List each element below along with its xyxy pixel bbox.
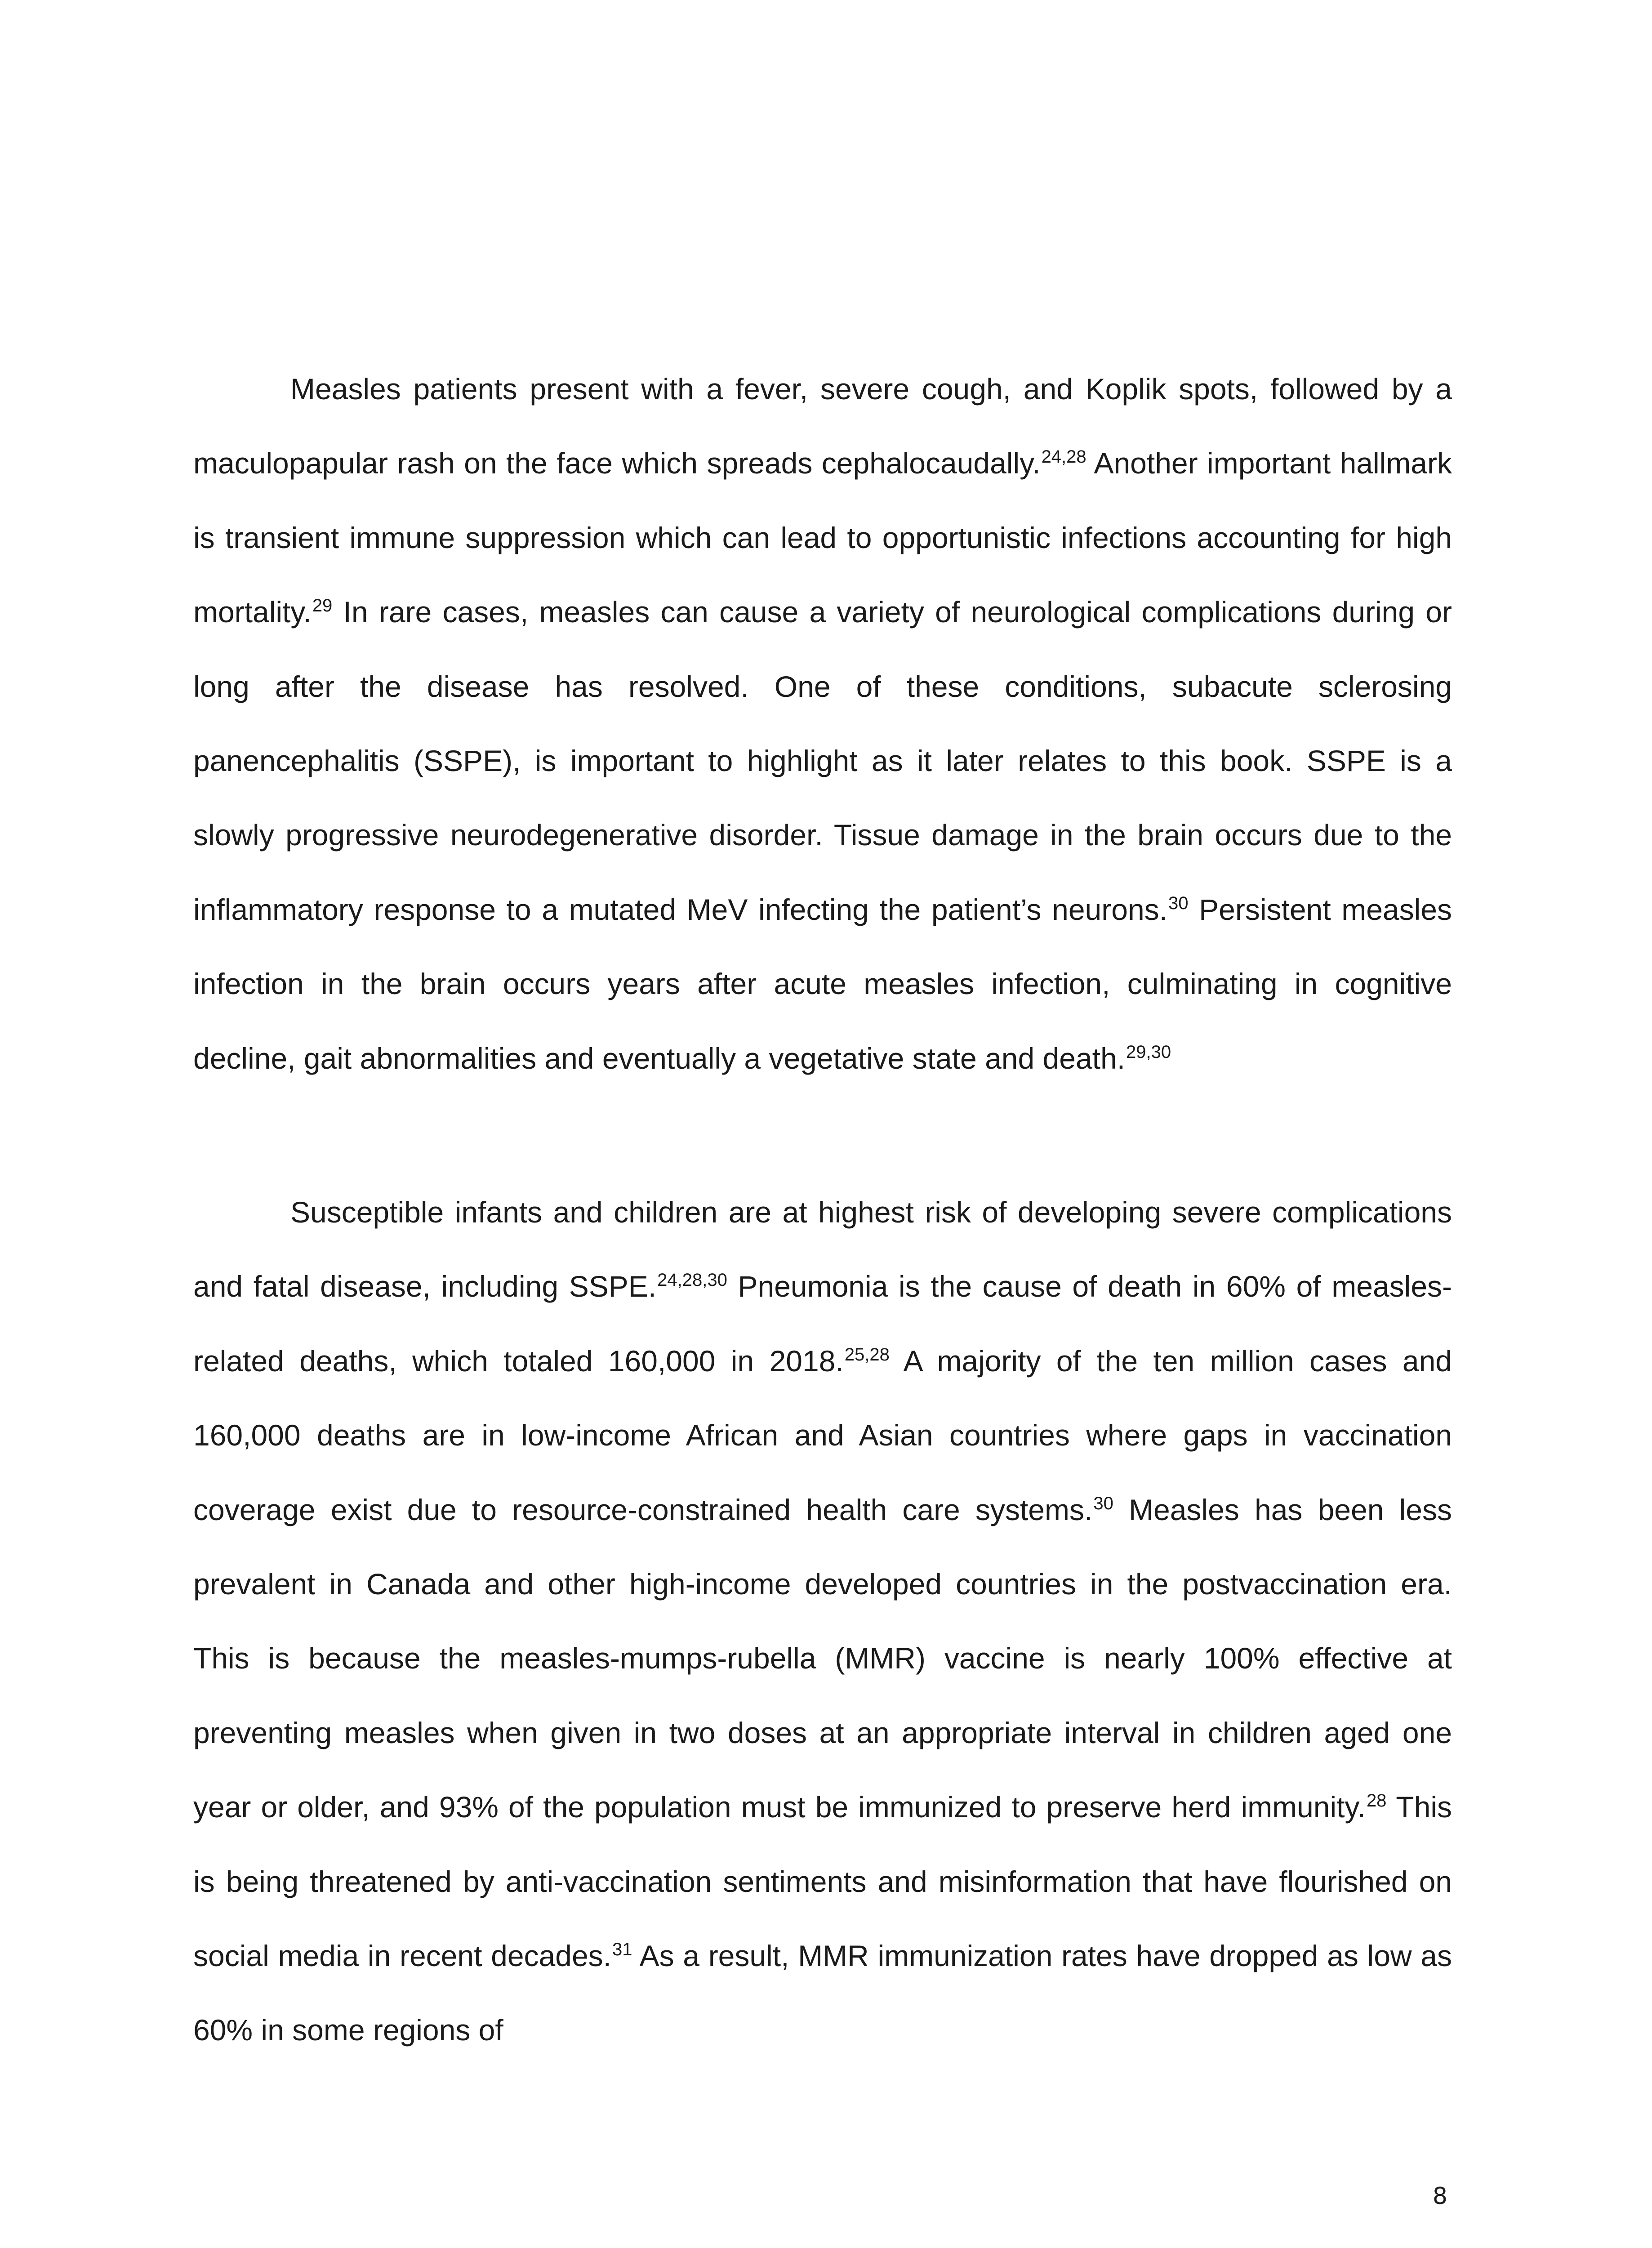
paragraph-2 xyxy=(193,1175,1452,2068)
citation-superscript: 30 xyxy=(1168,893,1189,913)
page-number: 8 xyxy=(1432,2183,1447,2210)
citation-superscript: 28 xyxy=(1366,1791,1387,1811)
citation-superscript: 30 xyxy=(1093,1493,1113,1513)
paragraph-1 xyxy=(193,352,1452,1096)
sentence-segment: Susceptible infants and children are at highest risk of developing severe complications and fatal disease, including SSPE. xyxy=(193,1195,1452,1303)
citation-superscript: 25,28 xyxy=(844,1344,890,1365)
sentence-segment: Measles has been less prevalent in Canada and other high-income developed countries in the postvaccination era. This is because the measles-mumps-rubella (MMR) vaccine is nearly 100% effective at preventing measles when given in two doses at an appropriate interval in children aged one year or older, and 93% of the population must be immunized to preserve herd immunity. xyxy=(193,1493,1452,1824)
paragraph-text xyxy=(193,352,1452,1096)
sentence-segment: As a result, MMR immunization rates have dropped as low as 60% in some regions of xyxy=(193,1939,1452,2047)
citation-superscript: 31 xyxy=(612,1940,632,1960)
sentence-segment: A majority of the ten million cases and 160,000 deaths are in low-income African and Asian countries where gaps in vaccination coverage exist due to resource-constrained health care systems. xyxy=(193,1344,1452,1526)
paragraph-text xyxy=(193,1175,1452,2068)
sentence-segment: In rare cases, measles can cause a variety of neurological complications during or long after the disease has resolved. One of these conditions, subacute sclerosing panencephalitis (SSPE), is important to highlight as it later relates to this book. SSPE is a slowly progressive neurodegenerative disorder. Tissue damage in the brain occurs due to the inflammatory response to a mutated MeV infecting the patient’s neurons. xyxy=(193,595,1452,926)
sentence-segment: Measles patients present with a fever, severe cough, and Koplik spots, followed by a maculopapular rash on the face which spreads cephalocaudally. xyxy=(193,372,1452,480)
sentence-segment: Persistent measles infection in the brain occurs years after acute measles infection, culminating in cognitive decline, gait abnormalities and eventually a vegetative state and death. xyxy=(193,892,1452,1075)
citation-superscript: 24,28 xyxy=(1041,447,1086,467)
sentence-segment: Pneumonia is the cause of death in 60% of measles-related deaths, which totaled 160,000 in 2018. xyxy=(193,1270,1452,1378)
sentence-segment: This is being threatened by anti-vaccination sentiments and misinformation that have flourished on social media in recent decades. xyxy=(193,1790,1452,1973)
citation-superscript: 29 xyxy=(312,596,333,616)
citation-superscript: 24,28,30 xyxy=(657,1270,727,1290)
citation-superscript: 29,30 xyxy=(1126,1042,1171,1062)
sentence-segment: Another important hallmark is transient immune suppression which can lead to opportunistic infections accounting for high mortality. xyxy=(193,446,1452,629)
